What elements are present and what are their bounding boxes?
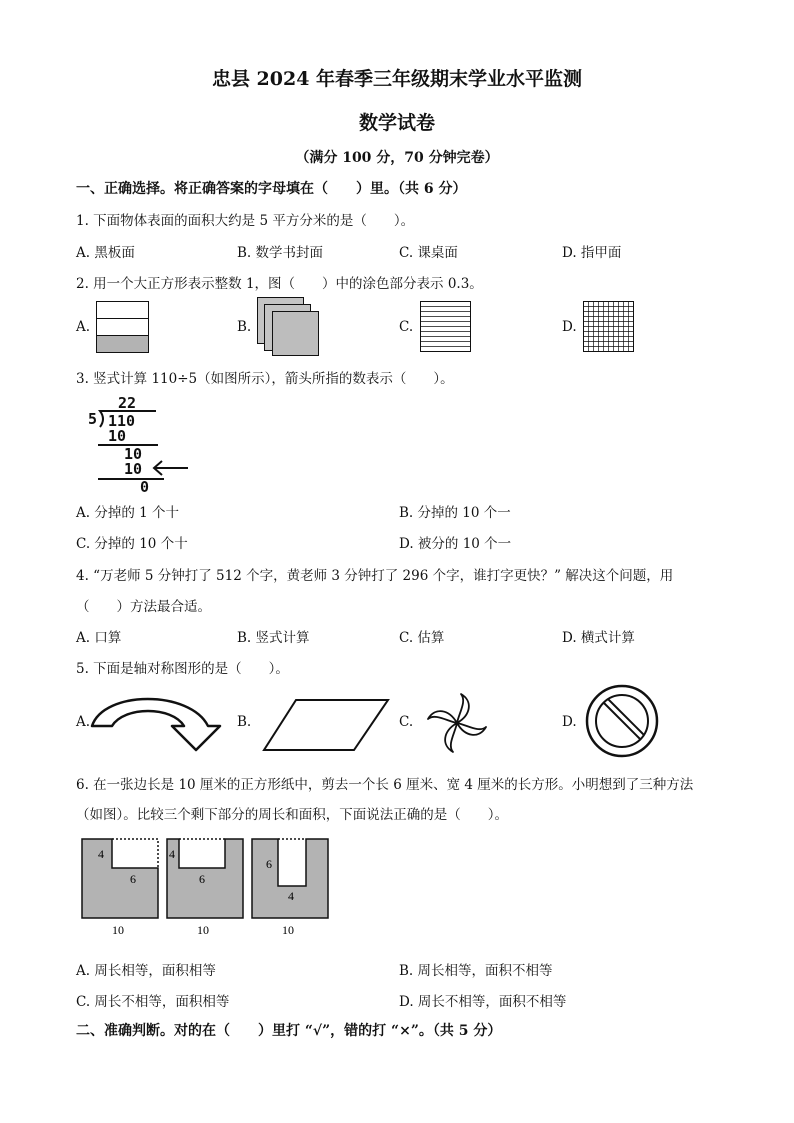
q2-option-b[interactable]: B.: [237, 319, 252, 335]
q6-figure-3: [246, 836, 336, 940]
division-dividend: 110: [108, 412, 136, 430]
q6-fig2-side-label: 4: [169, 847, 175, 861]
q6-fig2-base-label: 10: [197, 923, 209, 937]
q6-figure-2: [161, 836, 251, 940]
question-4-line1: 4. “万老师 5 分钟打了 512 个字，黄老师 3 分钟打了 296 个字，谁打字更快？” 解决这个问题，用: [76, 568, 674, 584]
q3-option-c[interactable]: C. 分掉的 10 个十: [76, 536, 188, 552]
q6-fig1-cut-label: 6: [130, 872, 136, 886]
division-step1: 10: [108, 427, 127, 445]
q6-fig1-base-label: 10: [112, 923, 124, 937]
q4-option-c[interactable]: C. 估算: [399, 630, 445, 646]
q6-fig3-side-label: 6: [266, 857, 272, 871]
question-1: 1. 下面物体表面的面积大约是 5 平方分米的是（ ）。: [76, 213, 415, 229]
q1-option-a[interactable]: A. 黑板面: [76, 245, 135, 261]
question-3: 3. 竖式计算 110÷5（如图所示），箭头所指的数表示（ ）。: [76, 371, 454, 387]
q6-fig2-cut-label: 6: [199, 872, 205, 886]
question-5: 5. 下面是轴对称图形的是（ ）。: [76, 661, 289, 677]
question-4-line2: （ ）方法最合适。: [76, 599, 211, 615]
q3-option-d[interactable]: D. 被分的 10 个一: [399, 536, 512, 552]
prohibition-sign-icon: [584, 683, 662, 761]
q1-option-d[interactable]: D. 指甲面: [562, 245, 622, 261]
parallelogram-icon: [262, 698, 390, 752]
q2-option-d[interactable]: D.: [562, 319, 577, 335]
q2-figure-b: [257, 297, 321, 357]
q3-option-b[interactable]: B. 分掉的 10 个一: [399, 505, 511, 521]
q5-option-d[interactable]: D.: [562, 714, 577, 730]
question-2: 2. 用一个大正方形表示整数 1，图（ ）中的涂色部分表示 0.3。: [76, 276, 483, 292]
exam-title: 忠县 2024 年春季三年级期末学业水平监测: [211, 68, 583, 90]
q6-option-b[interactable]: B. 周长相等，面积不相等: [399, 963, 553, 979]
q2-figure-a: [96, 301, 150, 353]
q1-option-c[interactable]: C. 课桌面: [399, 245, 458, 261]
q2-option-a[interactable]: A.: [76, 319, 91, 335]
q6-fig3-base-label: 10: [282, 923, 294, 937]
q6-fig3-cut-label: 4: [288, 889, 294, 903]
question-6-line2: （如图）。比较三个剩下部分的周长和面积，下面说法正确的是（ ）。: [76, 807, 508, 823]
q6-option-c[interactable]: C. 周长不相等，面积相等: [76, 994, 230, 1010]
q5-option-c[interactable]: C.: [399, 714, 414, 730]
q2-option-c[interactable]: C.: [399, 319, 414, 335]
q4-option-d[interactable]: D. 横式计算: [562, 630, 635, 646]
pinwheel-icon: [426, 692, 488, 754]
q6-figure-1: [76, 836, 166, 940]
arrow-left-icon: [154, 461, 188, 475]
q6-option-a[interactable]: A. 周长相等，面积相等: [76, 963, 216, 979]
section2-heading: 二、准确判断。对的在（ ）里打 “√”，错的打 “×”。（共 5 分）: [76, 1023, 502, 1039]
q2-figure-c: [420, 301, 472, 353]
q4-option-b[interactable]: B. 竖式计算: [237, 630, 310, 646]
q3-option-a[interactable]: A. 分掉的 1 个十: [76, 505, 180, 521]
q1-option-b[interactable]: B. 数学书封面: [237, 245, 324, 261]
q2-figure-d: [583, 301, 635, 353]
division-step3: 10: [124, 460, 143, 478]
section1-heading: 一、正确选择。将正确答案的字母填在（ ）里。（共 6 分）: [76, 181, 467, 197]
exam-note: （满分 100 分，70 分钟完卷）: [295, 150, 499, 166]
q5-option-b[interactable]: B.: [237, 714, 252, 730]
question-6-line1: 6. 在一张边长是 10 厘米的正方形纸中，剪去一个长 6 厘米、宽 4 厘米的长方形。小明想到了三种方法: [76, 777, 694, 793]
exam-subtitle: 数学试卷: [358, 112, 435, 134]
curved-arrow-icon: [90, 694, 222, 754]
q6-fig1-side-label: 4: [98, 847, 104, 861]
division-step2: 10: [124, 445, 143, 463]
division-remainder: 0: [140, 478, 150, 496]
division-quotient: 22: [118, 394, 137, 412]
division-divisor: 5: [88, 410, 98, 428]
q4-option-a[interactable]: A. 口算: [76, 630, 122, 646]
q5-option-a[interactable]: A.: [76, 714, 91, 730]
q6-option-d[interactable]: D. 周长不相等，面积不相等: [399, 994, 567, 1010]
q3-long-division: [84, 393, 194, 497]
